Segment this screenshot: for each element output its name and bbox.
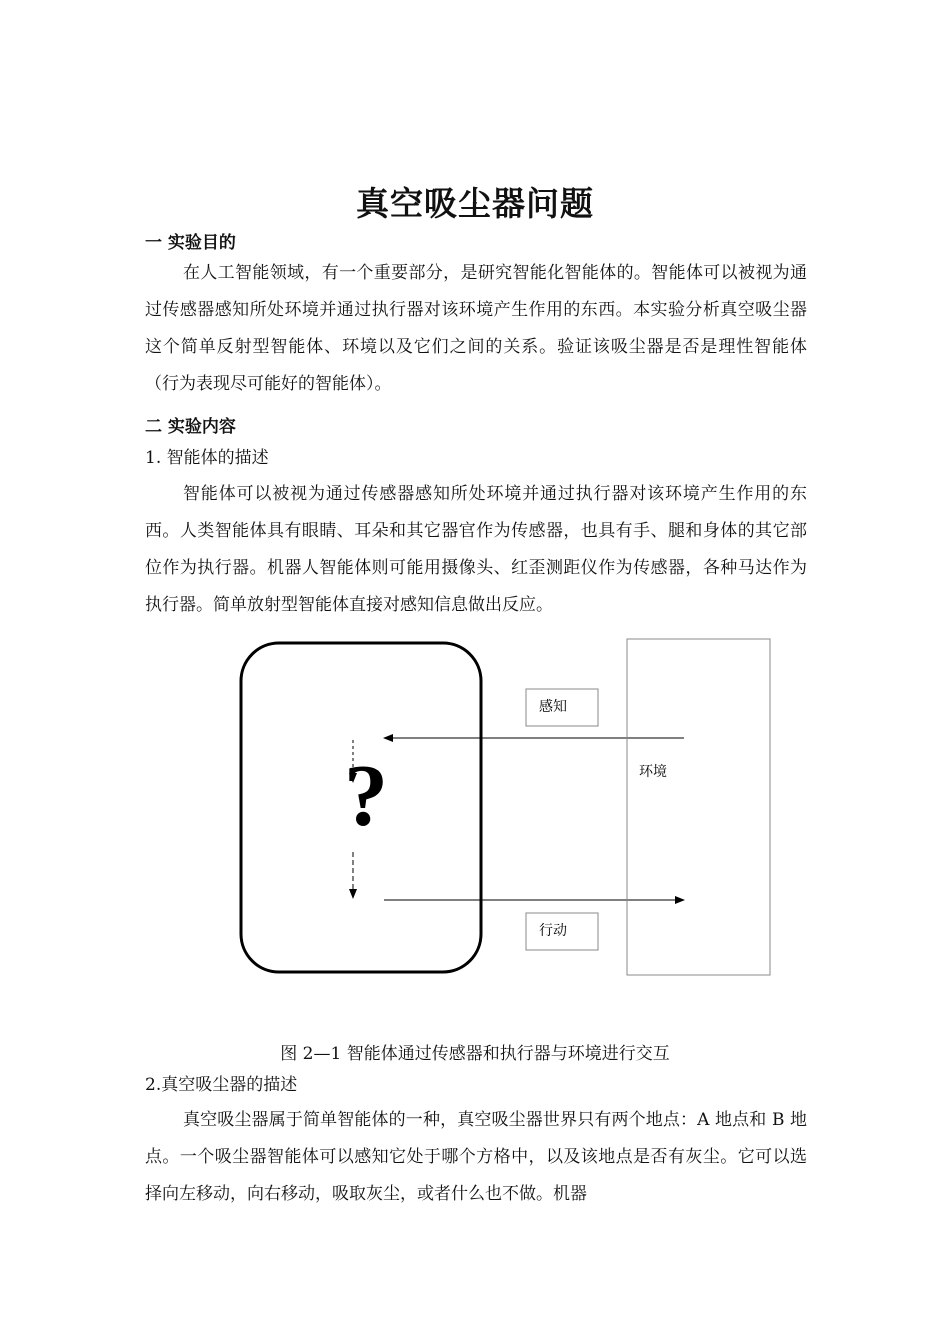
figure-caption: 图 2—1 智能体通过传感器和执行器与环境进行交互: [280, 1044, 670, 1064]
percept-label: 感知: [539, 699, 567, 715]
page-title: 真空吸尘器问题: [356, 184, 594, 223]
section-heading-content: 二 实验内容: [145, 417, 236, 437]
purpose-paragraph: 在人工智能领域，有一个重要部分，是研究智能化智能体的。智能体可以被视为通过传感器感知所处环境并通过执行器对该环境产生作用的东西。本实验分析真空吸尘器这个简单反射型智能体、环境以及它们之间的关系。验证该吸尘器是否是理性智能体（行为表现尽可能好的智能体）。: [145, 263, 807, 394]
subsection-vacuum-description: 2.真空吸尘器的描述: [145, 1075, 298, 1095]
subsection-agent-description: 1. 智能体的描述: [145, 448, 269, 468]
vacuum-description-paragraph: 真空吸尘器属于简单智能体的一种，真空吸尘器世界只有两个地点：A 地点和 B 地点。一个吸尘器智能体可以感知它处于哪个方格中，以及该地点是否有灰尘。它可以选择向左移动，向右移动，吸取灰尘，或者什么也不做。机器: [145, 1110, 807, 1204]
agent-question-mark: ?: [344, 748, 388, 845]
environment-label: 环境: [639, 764, 667, 780]
action-label: 行动: [539, 923, 567, 939]
agent-description-paragraph: 智能体可以被视为通过传感器感知所处环境并通过执行器对该环境产生作用的东西。人类智能体具有眼睛、耳朵和其它器官作为传感器，也具有手、腿和身体的其它部位作为执行器。机器人智能体则可能用摄像头、红歪测距仪作为传感器，各种马达作为执行器。简单放射型智能体直接对感知信息做出反应。: [145, 484, 807, 615]
section-heading-purpose: 一 实验目的: [145, 233, 236, 253]
environment-box: [627, 639, 770, 975]
